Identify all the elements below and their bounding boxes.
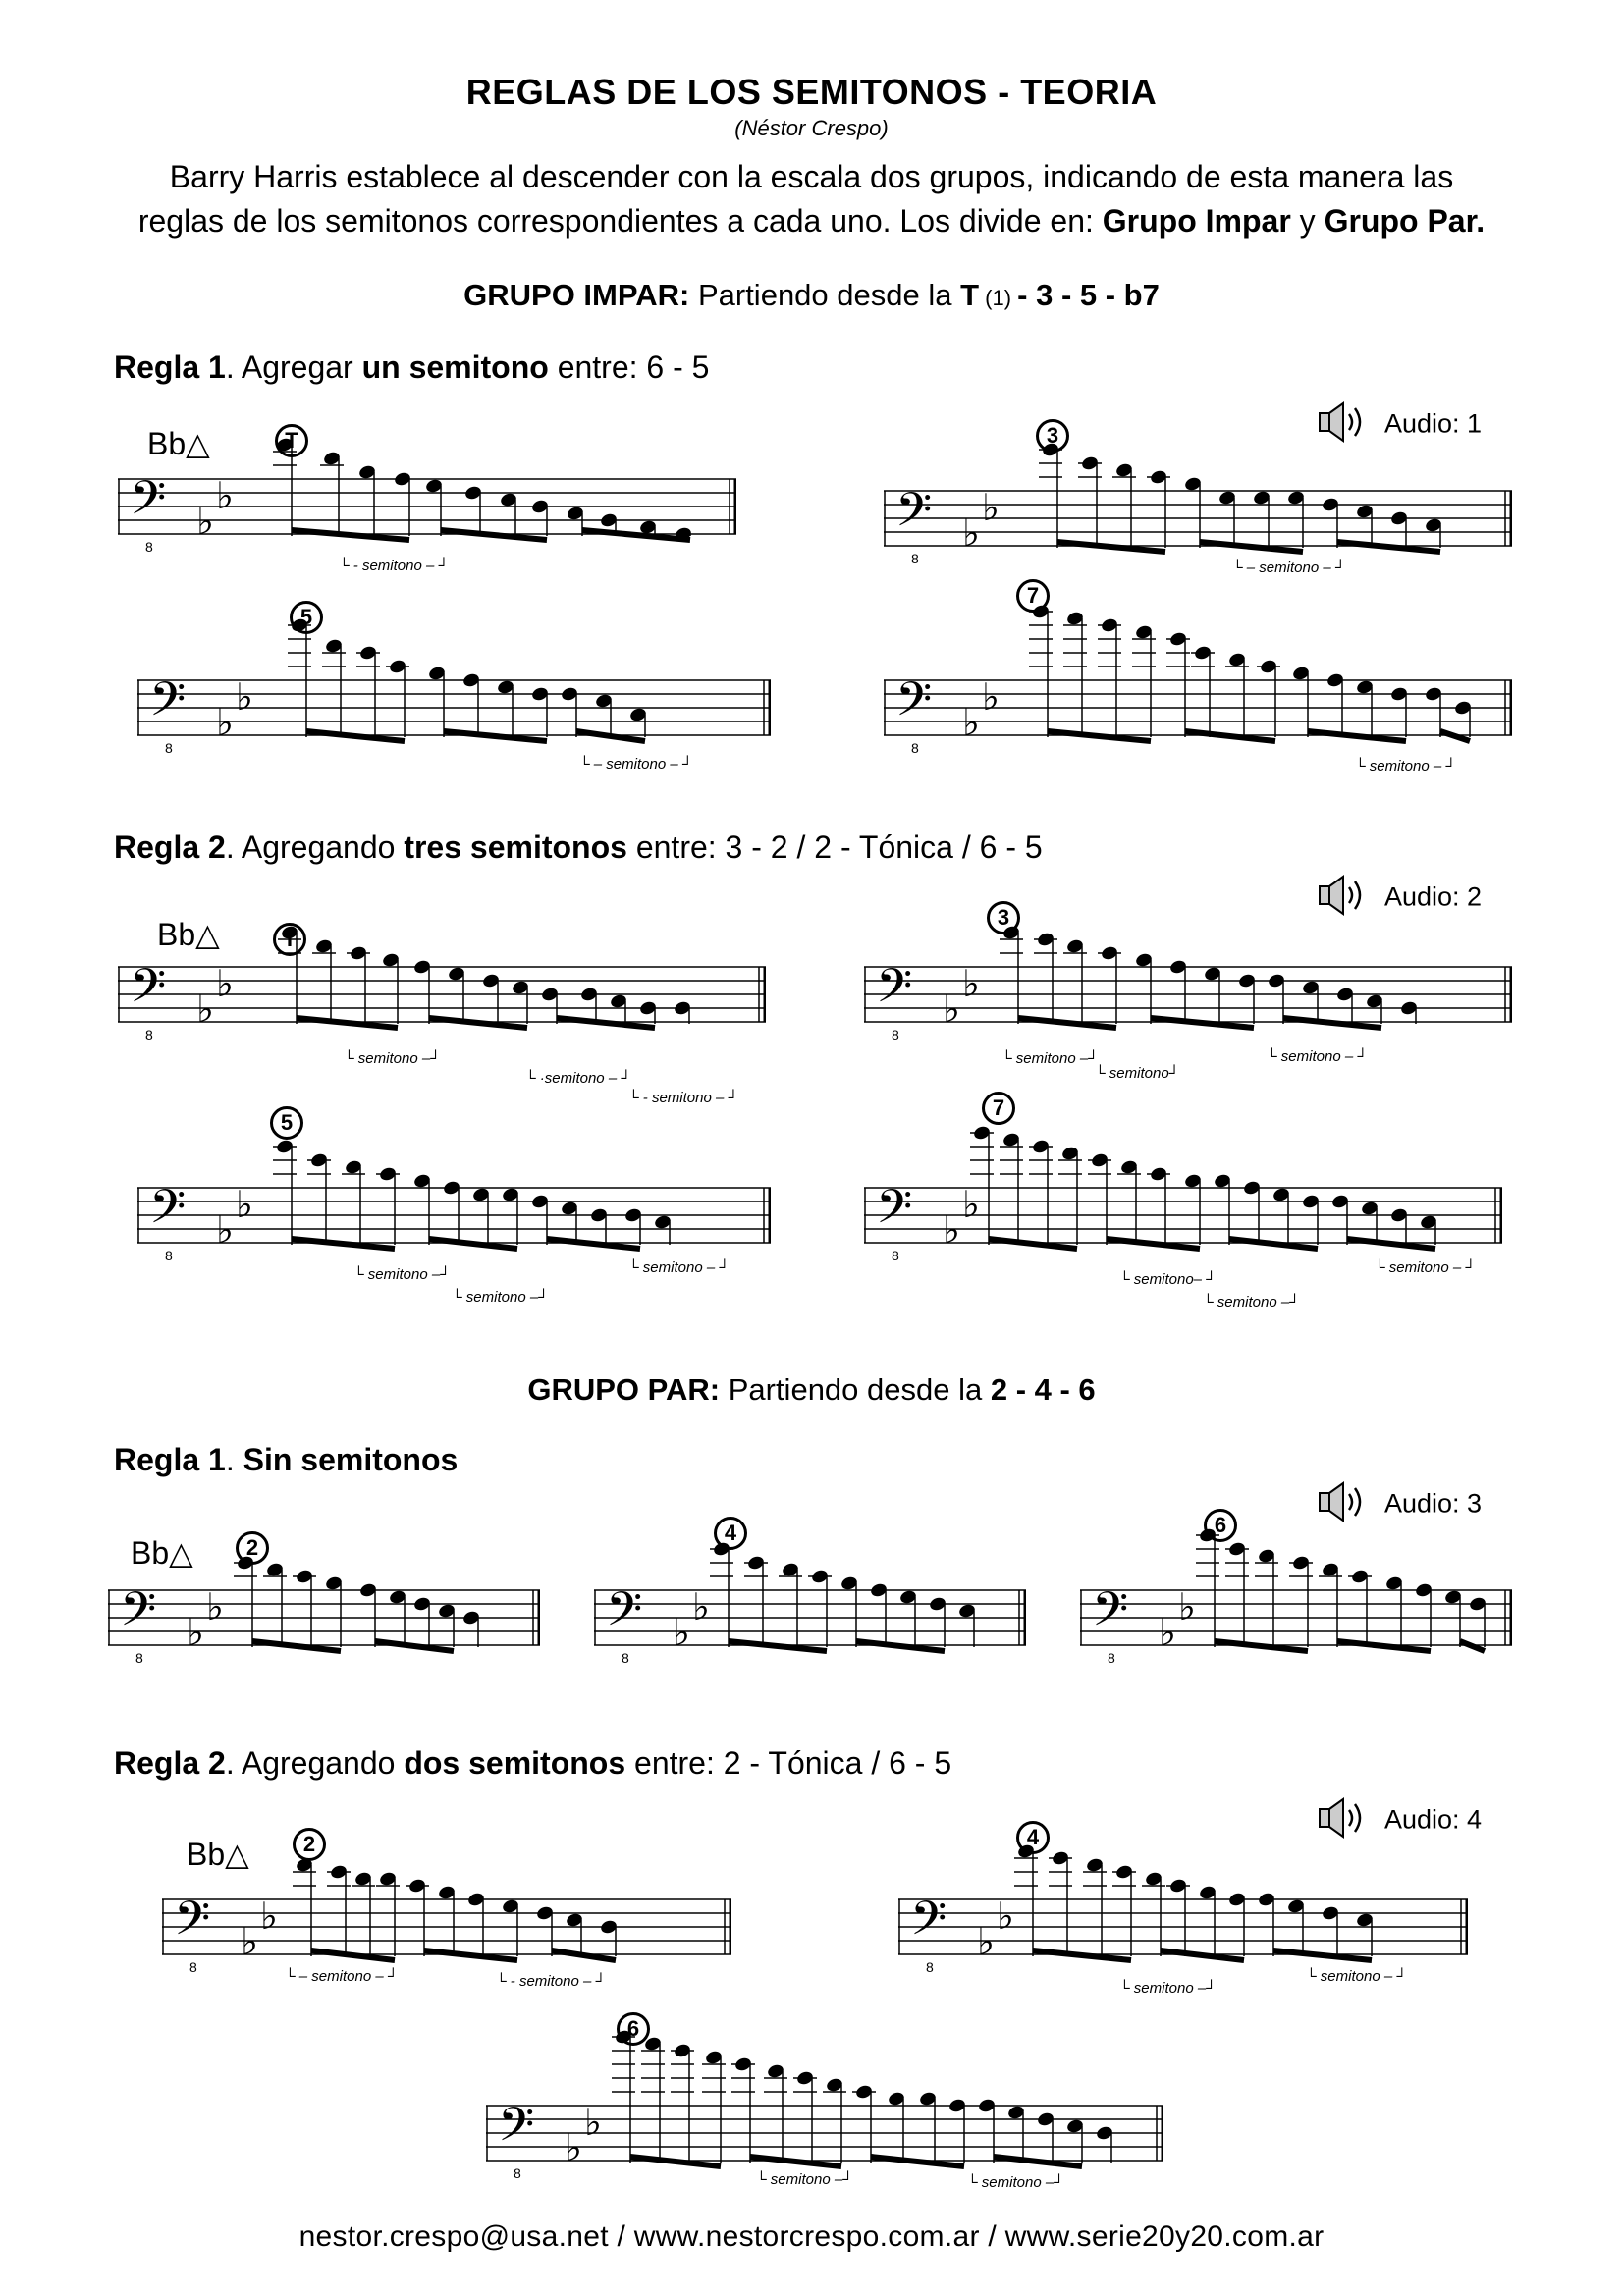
- flat-sign: ♭: [943, 988, 960, 1031]
- music-staff: [884, 398, 1512, 594]
- bass-clef-icon: 𝄢: [149, 1178, 187, 1246]
- clef-octave-mark: 8: [911, 551, 919, 566]
- note-beam: [1057, 542, 1165, 552]
- note-beam: [1347, 1239, 1435, 1249]
- flat-sign: ♭: [997, 1895, 1014, 1938]
- impar-rule1-label: Regla 1. Agregar un semitono entre: 6 - 5: [114, 349, 710, 385]
- semitone-bracket: └ semitono –┘: [1119, 1980, 1217, 1997]
- flat-sign: ♭: [962, 1183, 980, 1226]
- flat-sign: ♭: [565, 2126, 582, 2169]
- semitone-bracket: └ semitono – ┘: [1306, 1968, 1407, 1985]
- semitone-bracket: └ – semitono – ┘: [1232, 560, 1346, 576]
- flat-sign: ♭: [692, 1585, 710, 1629]
- semitone-bracket: └ – semitono – ┘: [285, 1968, 399, 1985]
- bass-clef-icon: 𝄢: [895, 481, 933, 549]
- degree-marker: 3: [1036, 419, 1069, 453]
- flat-sign: ♭: [673, 1611, 690, 1654]
- note-beam: [1308, 731, 1406, 741]
- music-staff: [137, 587, 771, 783]
- note-beam: [1460, 1641, 1485, 1651]
- clef-octave-mark: 8: [514, 2165, 521, 2181]
- flat-sign: ♭: [962, 511, 980, 555]
- semitone-bracket: └ semitono –┘: [967, 2174, 1064, 2191]
- note-beam: [1337, 542, 1440, 552]
- flat-sign: ♭: [982, 675, 1000, 719]
- flat-sign: ♭: [196, 500, 214, 543]
- flat-sign: ♭: [216, 962, 234, 1005]
- semitone-bracket: └ semitono – ┘: [628, 1259, 730, 1276]
- note-beam: [1215, 1641, 1308, 1651]
- bass-clef-icon: 𝄢: [1092, 1580, 1129, 1648]
- par-rule1-label: Regla 1. Sin semitonos: [114, 1442, 459, 1477]
- flat-sign: ♭: [982, 486, 1000, 529]
- note-beam: [1273, 1950, 1372, 1960]
- music-staff: [864, 874, 1512, 1070]
- clef-octave-mark: 8: [892, 1027, 899, 1042]
- clef-octave-mark: 8: [911, 740, 919, 756]
- par-rule2-label: Regla 2. Agregando dos semitonos entre: 2 - Tónica / 6 - 5: [114, 1745, 952, 1781]
- music-staff: [162, 1806, 731, 2002]
- chord-symbol: Bb△: [157, 917, 220, 952]
- note-beam: [989, 1239, 1077, 1249]
- note-beam: [1151, 1018, 1254, 1028]
- semitone-bracket: └ - semitono – ┘: [628, 1090, 739, 1106]
- bass-clef-icon: 𝄢: [895, 670, 933, 738]
- note-beam: [1337, 1641, 1431, 1651]
- group-par-heading: GRUPO PAR: Partiendo desde la 2 - 4 - 6: [527, 1372, 1096, 1407]
- degree-marker: 2: [293, 1828, 326, 1861]
- group-par-term: Grupo Par.: [1324, 203, 1486, 239]
- degree-marker: 3: [987, 901, 1020, 934]
- intro-line-1: Barry Harris establece al descender con la escala dos grupos, indicando de esta manera las: [169, 159, 1454, 194]
- chord-symbol: Bb△: [187, 1837, 249, 1872]
- chord-symbol: Bb△: [131, 1535, 193, 1571]
- degree-marker: 7: [1016, 579, 1050, 613]
- note-beam: [750, 2157, 841, 2166]
- clef-octave-mark: 8: [189, 1959, 197, 1975]
- flat-sign: ♭: [977, 1920, 995, 1963]
- flat-sign: ♭: [216, 474, 234, 517]
- note-beam: [1107, 1239, 1200, 1249]
- clef-octave-mark: 8: [135, 1650, 143, 1666]
- flat-sign: ♭: [236, 675, 253, 719]
- impar-rule2-label: Regla 2. Agregando tres semitonos entre: 3 - 2 / 2 - Tónica / 6 - 5: [114, 829, 1043, 865]
- flat-sign: ♭: [236, 1183, 253, 1226]
- flat-sign: ♭: [943, 1208, 960, 1252]
- clef-octave-mark: 8: [1108, 1650, 1115, 1666]
- note-beam: [297, 1018, 398, 1028]
- semitone-bracket: └ - semitono – ┘: [339, 558, 450, 574]
- note-beam: [1033, 1950, 1131, 1960]
- music-staff: [118, 386, 736, 582]
- note-beam: [994, 2157, 1082, 2166]
- semitone-bracket: └ semitono– ┘: [1119, 1271, 1217, 1288]
- note-beam: [1440, 731, 1470, 741]
- note-beam: [630, 2157, 721, 2166]
- semitone-bracket: └ semitono –┘: [1001, 1050, 1099, 1067]
- note-beam: [429, 1018, 527, 1028]
- intro-paragraph: [88, 155, 1535, 243]
- note-beam: [1200, 542, 1303, 552]
- music-staff: [1080, 1497, 1512, 1693]
- note-beam: [444, 731, 547, 741]
- bass-clef-icon: 𝄢: [130, 469, 167, 537]
- music-staff: [108, 1497, 540, 1693]
- semitone-bracket: └ semitono –┘: [452, 1289, 549, 1306]
- note-beam: [871, 2157, 964, 2166]
- clef-octave-mark: 8: [165, 1248, 173, 1263]
- degree-marker: 4: [1016, 1821, 1050, 1854]
- bass-clef-icon: 𝄢: [149, 670, 187, 738]
- flat-sign: ♭: [260, 1895, 278, 1938]
- note-beam: [1229, 1239, 1318, 1249]
- music-staff: [594, 1497, 1026, 1693]
- semitone-bracket: └ - semitono – ┘: [496, 1973, 607, 1990]
- music-staff: [118, 874, 766, 1070]
- note-beam: [1048, 731, 1151, 741]
- note-beam: [547, 1239, 640, 1249]
- note-beam: [1185, 731, 1275, 741]
- clef-octave-mark: 8: [145, 1027, 153, 1042]
- audio-3-link[interactable]: Audio: 3: [1316, 1480, 1482, 1530]
- bass-clef-icon: 𝄢: [130, 957, 167, 1025]
- group-impar-heading: GRUPO IMPAR: Partiendo desde la T (1) - 3 - 5 - b7: [463, 278, 1160, 312]
- clef-octave-mark: 8: [145, 539, 153, 555]
- clef-octave-mark: 8: [926, 1959, 934, 1975]
- footer-contact[interactable]: nestor.crespo@usa.net / www.nestorcrespo.com.ar / www.serie20y20.com.ar: [298, 2220, 1325, 2253]
- bass-clef-icon: 𝄢: [498, 2096, 535, 2163]
- note-beam: [582, 530, 690, 540]
- music-staff: [884, 587, 1512, 783]
- bass-clef-icon: 𝄢: [910, 1890, 947, 1957]
- degree-marker: T: [275, 424, 308, 457]
- bass-clef-icon: 𝄢: [876, 957, 913, 1025]
- author: (Néstor Crespo): [734, 116, 889, 140]
- flat-sign: ♭: [206, 1585, 224, 1629]
- note-beam: [856, 1641, 945, 1651]
- degree-marker: 7: [982, 1092, 1015, 1125]
- note-beam: [375, 1641, 454, 1651]
- degree-marker: T: [273, 923, 306, 956]
- semitone-bracket: └ semitono –┘: [353, 1266, 451, 1283]
- flat-sign: ♭: [241, 1920, 258, 1963]
- degree-marker: 6: [617, 2012, 650, 2046]
- note-beam: [1161, 1950, 1244, 1960]
- flat-sign: ♭: [1178, 1585, 1196, 1629]
- note-beam: [292, 1239, 395, 1249]
- clef-octave-mark: 8: [622, 1650, 629, 1666]
- clef-octave-mark: 8: [892, 1248, 899, 1263]
- note-beam: [306, 731, 405, 741]
- semitone-bracket: └ semitono – ┘: [1375, 1259, 1476, 1276]
- bass-clef-icon: 𝄢: [120, 1580, 157, 1648]
- note-beam: [292, 530, 409, 540]
- semitone-bracket: └ – semitono – ┘: [579, 756, 693, 773]
- group-impar-term: Grupo Impar: [1102, 203, 1291, 239]
- flat-sign: ♭: [187, 1611, 204, 1654]
- page-title: REGLAS DE LOS SEMITONOS - TEORIA: [465, 72, 1158, 112]
- flat-sign: ♭: [216, 701, 234, 744]
- semitone-bracket: └ semitono┘: [1095, 1065, 1180, 1082]
- note-beam: [552, 1950, 616, 1960]
- chord-symbol: Bb△: [147, 426, 210, 461]
- audio-2-link[interactable]: Audio: 2: [1316, 874, 1482, 924]
- flat-sign: ♭: [962, 962, 980, 1005]
- flat-sign: ♭: [216, 1208, 234, 1252]
- note-beam: [441, 530, 547, 540]
- semitone-bracket: └ semitono – ┘: [1355, 758, 1456, 774]
- semitone-bracket: └ semitono –┘: [1203, 1294, 1300, 1310]
- note-beam: [429, 1239, 517, 1249]
- degree-marker: 5: [270, 1106, 303, 1140]
- audio-4-link[interactable]: Audio: 4: [1316, 1796, 1482, 1846]
- degree-marker: 4: [714, 1517, 747, 1550]
- clef-octave-mark: 8: [165, 740, 173, 756]
- intro-line-2: reglas de los semitonos correspondientes a cada uno. Los divide en: Grupo Impar y Grupo Par.: [137, 203, 1486, 239]
- note-beam: [557, 1018, 655, 1028]
- degree-marker: 6: [1204, 1509, 1237, 1542]
- degree-marker: 2: [236, 1531, 269, 1565]
- bass-clef-icon: 𝄢: [606, 1580, 643, 1648]
- flat-sign: ♭: [962, 701, 980, 744]
- note-beam: [311, 1950, 395, 1960]
- bass-clef-icon: 𝄢: [174, 1890, 211, 1957]
- note-beam: [1018, 1018, 1116, 1028]
- semitone-bracket: └ semitono – ┘: [1267, 1048, 1368, 1065]
- flat-sign: ♭: [1159, 1611, 1176, 1654]
- note-beam: [729, 1641, 827, 1651]
- flat-sign: ♭: [196, 988, 214, 1031]
- note-beam: [1283, 1018, 1381, 1028]
- note-beam: [424, 1950, 517, 1960]
- flat-sign: ♭: [584, 2101, 602, 2144]
- audio-1-link[interactable]: Audio: 1: [1316, 400, 1482, 451]
- semitone-bracket: └ semitono –┘: [756, 2171, 853, 2188]
- semitone-bracket: └ ·semitono – ┘: [525, 1070, 631, 1087]
- degree-marker: 5: [290, 601, 323, 634]
- bass-clef-icon: 𝄢: [876, 1178, 913, 1246]
- semitone-bracket: └ semitono –┘: [344, 1050, 441, 1067]
- note-beam: [252, 1641, 341, 1651]
